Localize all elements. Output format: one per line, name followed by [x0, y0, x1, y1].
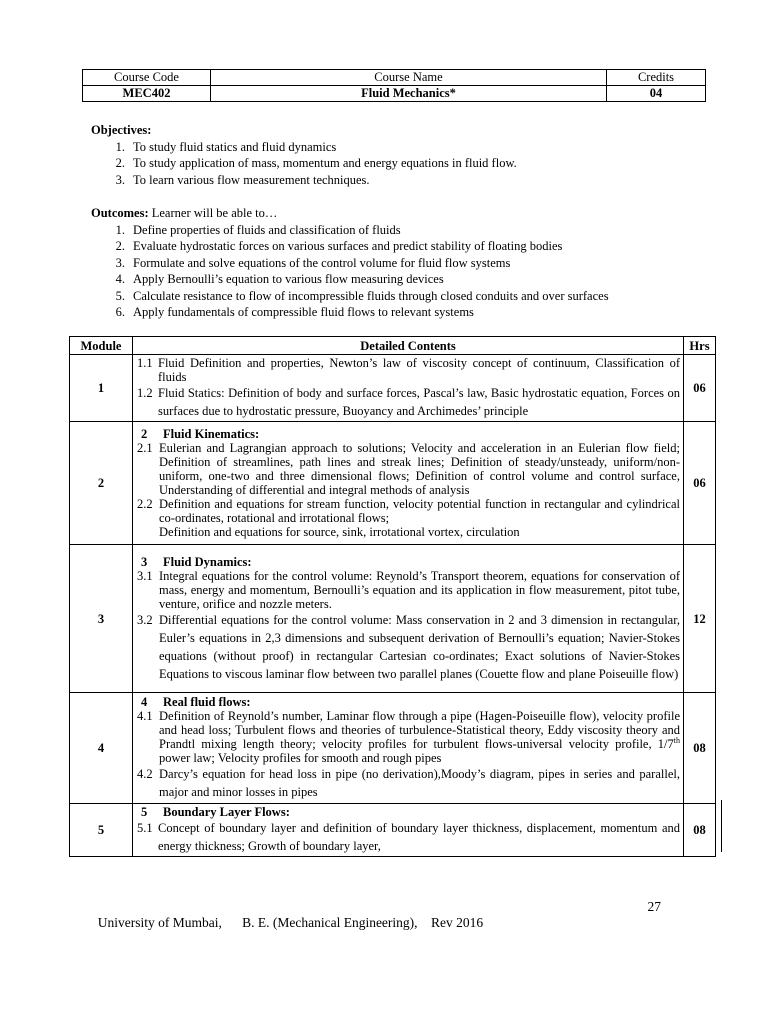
course-credits: 04	[607, 86, 706, 102]
item-number: 4.1	[137, 709, 153, 723]
content-item	[137, 384, 680, 420]
course-header-row	[83, 70, 706, 86]
item-number: 2.	[115, 239, 125, 253]
module-contents	[133, 804, 684, 857]
module-title	[137, 805, 680, 819]
hrs-header: Hrs	[684, 337, 716, 355]
module-title-number: 2	[141, 427, 148, 441]
item-text	[159, 709, 680, 765]
item-text: To learn various flow measurement techniques.	[133, 172, 370, 187]
course-header-table	[82, 69, 706, 102]
item-text-part: power law; Velocity profiles for smooth and rough pipes	[159, 751, 442, 765]
list-item	[91, 238, 609, 255]
footer-text: University of Mumbai, B. E. (Mechanical Engineering), Rev 2016	[97, 915, 484, 930]
table-row	[70, 545, 716, 693]
item-text: Formulate and solve equations of the control volume for fluid flow systems	[133, 255, 511, 270]
module-title-text: Real fluid flows:	[163, 695, 251, 709]
module-title-text: Boundary Layer Flows:	[163, 805, 290, 819]
credits-header: Credits	[607, 70, 706, 86]
module-hours: 12	[684, 545, 716, 693]
module-title	[137, 427, 680, 441]
superscript: th	[673, 735, 680, 745]
content-item	[137, 356, 680, 384]
list-item	[91, 304, 609, 321]
item-number: 5.	[115, 288, 125, 303]
content-item	[137, 709, 680, 765]
item-text: To study application of mass, momentum and energy equations in fluid flow.	[133, 156, 517, 170]
item-number: 6.	[115, 305, 125, 319]
item-number: 3.	[115, 172, 125, 187]
module-hours: 06	[684, 355, 716, 422]
course-values-row	[83, 86, 706, 102]
content-item	[137, 441, 680, 497]
module-number: 2	[70, 422, 133, 545]
module-title-text: Fluid Dynamics:	[163, 554, 252, 569]
item-text: Integral equations for the control volume: Reynold’s Transport theorem, equations for conservation of mass, energy and momentum, Bernoulli’s equation and its application in flow measurement, pitot tube, venture, orifice and nozzle meters.	[159, 568, 680, 611]
module-contents	[133, 422, 684, 545]
outcomes-section	[91, 205, 609, 321]
list-item	[91, 155, 517, 172]
module-number: 3	[70, 545, 133, 693]
list-item	[91, 255, 609, 272]
module-hours: 08	[684, 804, 716, 857]
item-number: 3.	[115, 255, 125, 270]
item-number: 1.	[115, 222, 125, 237]
item-number: 4.2	[137, 767, 153, 781]
module-title-number: 5	[141, 805, 148, 819]
module-hours: 06	[684, 422, 716, 545]
module-number: 5	[70, 804, 133, 857]
item-number	[137, 525, 159, 539]
item-text: Definition and equations for stream function, velocity potential function in rectangular and cylindrical co-ordinates, rotational and irrotational flows;	[159, 497, 680, 525]
item-text: Define properties of fluids and classification of fluids	[133, 222, 401, 237]
course-name-header: Course Name	[211, 70, 607, 86]
item-text: Fluid Definition and properties, Newton’s law of viscosity concept of continuum, Classification of fluids	[158, 356, 680, 384]
item-number: 1.	[115, 139, 125, 154]
objectives-section	[91, 122, 517, 188]
item-number: 4.	[115, 272, 125, 286]
module-contents	[133, 693, 684, 804]
objectives-title: Objectives:	[91, 123, 152, 137]
table-row	[70, 693, 716, 804]
course-code-header: Course Code	[83, 70, 211, 86]
outcomes-list	[91, 222, 609, 321]
page-edge-line	[721, 800, 722, 852]
module-title	[137, 555, 680, 569]
item-number: 3.1	[137, 568, 153, 583]
module-header: Module	[70, 337, 133, 355]
table-row	[70, 804, 716, 857]
syllabus-table	[69, 336, 716, 857]
module-contents	[133, 545, 684, 693]
table-row	[70, 355, 716, 422]
item-text: To study fluid statics and fluid dynamics	[133, 139, 337, 154]
content-item	[137, 765, 680, 801]
content-item	[137, 525, 680, 539]
course-name: Fluid Mechanics*	[211, 86, 607, 102]
item-text: Evaluate hydrostatic forces on various surfaces and predict stability of floating bodies	[133, 239, 563, 253]
outcomes-title: Outcomes:	[91, 206, 149, 220]
objectives-list	[91, 139, 517, 189]
item-number: 3.2	[137, 612, 153, 627]
module-title	[137, 695, 680, 709]
item-text-part: Definition of Reynold’s number, Laminar flow through a pipe (Hagen-Poiseuille flow), velocity profile and head loss; Turbulent flows and theories of turbulence-Statistical theory, Eddy viscosity theory and Prandtl mixing length theory; velocity profiles for turbulent flows-universal velocity profile, 1/7	[159, 709, 680, 751]
course-code: MEC402	[83, 86, 211, 102]
content-item	[137, 611, 680, 683]
module-number: 4	[70, 693, 133, 804]
list-item	[91, 172, 517, 189]
item-text: Apply Bernoulli’s equation to various flow measuring devices	[133, 272, 444, 286]
page-number: 27	[647, 899, 661, 914]
list-item	[91, 139, 517, 156]
item-number: 5.1	[137, 821, 153, 835]
page-footer	[91, 899, 661, 947]
item-text: Eulerian and Lagrangian approach to solutions; Velocity and acceleration in an Eulerian flow field; Definition of streamlines, path lines and streak lines; Definition of steady/unsteady, uniform/non-uniform, one-two and three dimensional flows; Definition of control volume and control surface, Understanding of differential and integral methods of analysis	[159, 441, 680, 497]
module-title-text: Fluid Kinematics:	[163, 427, 260, 441]
item-number: 2.	[115, 156, 125, 170]
item-text: Fluid Statics: Definition of body and surface forces, Pascal’s law, Basic hydrostatic equation, Forces on surfaces due to hydrostatic pressure, Buoyancy and Archimedes’ principle	[158, 386, 680, 418]
contents-header: Detailed Contents	[133, 337, 684, 355]
item-number: 2.1	[137, 441, 153, 455]
content-item	[137, 569, 680, 611]
table-header-row	[70, 337, 716, 355]
list-item	[91, 271, 609, 288]
outcomes-intro: Learner will be able to…	[151, 206, 278, 220]
item-text: Differential equations for the control volume: Mass conservation in 2 and 3 dimension in rectangular, Euler’s equations in 2,3 dimensions and subsequent derivation of Bernoulli’s equation; Navier-Stokes equations (without proof) in rectangular Cartesian co-ordinates; Exact solutions of Navier-Stokes Equations to viscous laminar flow between two parallel planes (Couette flow and plane Poiseuille flow)	[159, 612, 680, 681]
list-item	[91, 288, 609, 305]
module-number: 1	[70, 355, 133, 422]
module-title-number: 4	[141, 695, 148, 709]
item-text: Concept of boundary layer and definition of boundary layer thickness, displacement, momentum and energy thickness; Growth of boundary layer,	[158, 821, 680, 853]
item-number: 1.2	[137, 386, 153, 400]
item-text: Definition and equations for source, sink, irrotational vortex, circulation	[159, 525, 520, 539]
content-item	[137, 497, 680, 525]
table-row	[70, 422, 716, 545]
content-item	[137, 819, 680, 855]
item-text: Darcy’s equation for head loss in pipe (no derivation),Moody’s diagram, pipes in series and parallel, major and minor losses in pipes	[159, 767, 680, 799]
item-text: Apply fundamentals of compressible fluid flows to relevant systems	[133, 305, 474, 319]
module-contents	[133, 355, 684, 422]
module-title-number: 3	[141, 554, 148, 569]
list-item	[91, 222, 609, 239]
item-text: Calculate resistance to flow of incompressible fluids through closed conduits and over surfaces	[133, 288, 609, 303]
item-number: 2.2	[137, 497, 153, 511]
item-number: 1.1	[137, 356, 153, 370]
module-hours: 08	[684, 693, 716, 804]
